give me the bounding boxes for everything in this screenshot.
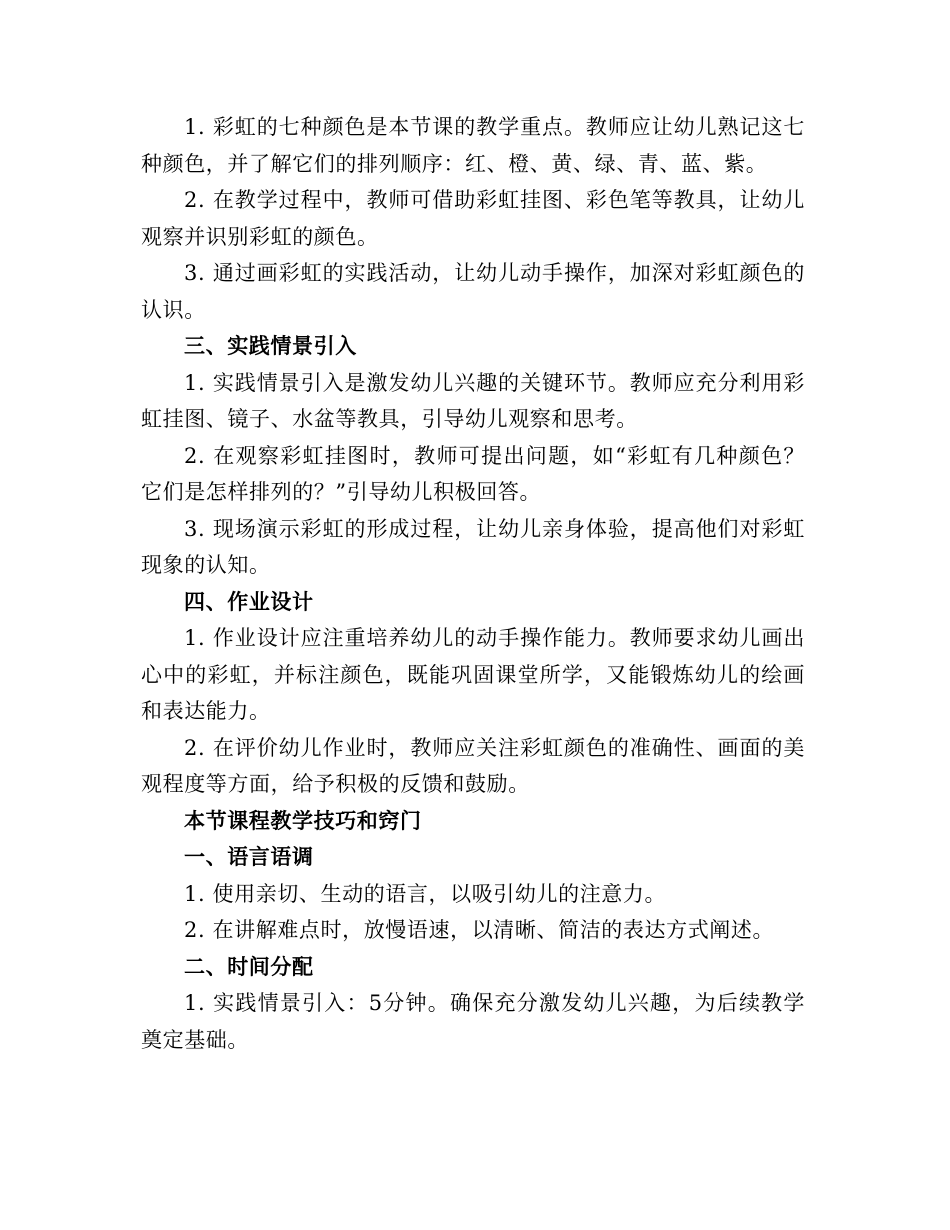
paragraph-homework-evaluation: 2. 在评价幼儿作业时，教师应关注彩虹颜色的准确性、画面的美观程度等方面，给予积极的反馈和鼓励。 (141, 735, 805, 796)
paragraph-scenario-key: 1. 实践情景引入是激发幼儿兴趣的关键环节。教师应充分利用彩虹挂图、镜子、水盆等教具，引导幼儿观察和思考。 (141, 370, 805, 431)
document-page (141, 109, 805, 1058)
paragraph-language-friendly: 1. 使用亲切、生动的语言，以吸引幼儿的注意力。 (184, 881, 667, 906)
paragraph-scenario-demo: 3. 现场演示彩虹的形成过程，让幼儿亲身体验，提高他们对彩虹现象的认知。 (141, 516, 805, 577)
paragraph-teaching-aids: 2. 在教学过程中，教师可借助彩虹挂图、彩色笔等教具，让幼儿观察并识别彩虹的颜色。 (141, 188, 805, 249)
section-heading-language: 一、语言语调 (184, 844, 314, 869)
paragraph-scenario-questions: 2. 在观察彩虹挂图时，教师可提出问题，如“彩虹有几种颜色？它们是怎样排列的？”引导幼儿积极回答。 (141, 443, 805, 504)
section-heading-tips: 本节课程教学技巧和窍门 (184, 807, 422, 833)
section-heading-time: 二、时间分配 (184, 953, 314, 979)
paragraph-rainbow-colors: 1. 彩虹的七种颜色是本节课的教学重点。教师应让幼儿熟记这七种颜色，并了解它们的排列顺序：红、橙、黄、绿、青、蓝、紫。 (141, 115, 805, 176)
paragraph-time-intro: 1. 实践情景引入：5分钟。确保充分激发幼儿兴趣，为后续教学奠定基础。 (141, 991, 805, 1052)
paragraph-language-pace: 2. 在讲解难点时，放慢语速，以清晰、简洁的表达方式阐述。 (184, 918, 775, 942)
section-heading-homework: 四、作业设计 (184, 588, 314, 614)
section-heading-scenario: 三、实践情景引入 (184, 333, 357, 358)
paragraph-homework-design: 1. 作业设计应注重培养幼儿的动手操作能力。教师要求幼儿画出心中的彩虹，并标注颜色，既能巩固课堂所学，又能锻炼幼儿的绘画和表达能力。 (141, 626, 805, 723)
paragraph-drawing-activity: 3. 通过画彩虹的实践活动，让幼儿动手操作，加深对彩虹颜色的认识。 (141, 261, 805, 322)
